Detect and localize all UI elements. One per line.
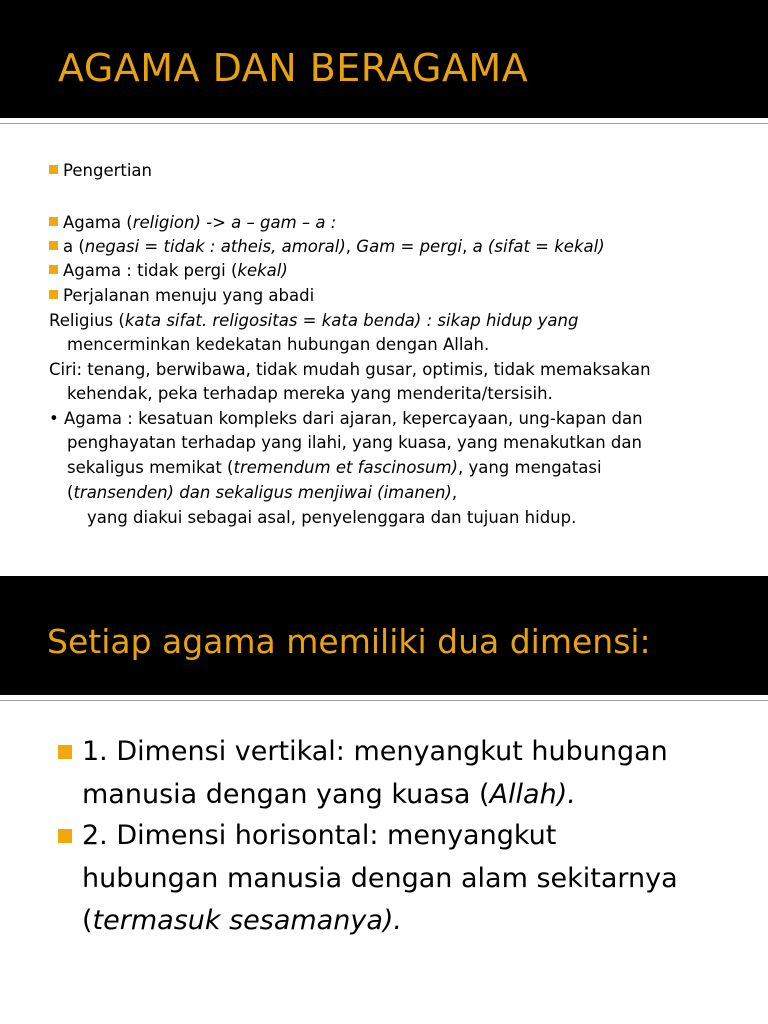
list-item: 2. Dimensi horisontal: menyangkut (82, 820, 557, 851)
text-line: Religius (kata sifat. religositas = kata benda) : sikap hidup yang (49, 311, 579, 330)
text-line: mencerminkan kedekatan hubungan dengan Allah. (67, 335, 490, 354)
list-item: Agama (religion) -> a – gam – a : (49, 213, 336, 232)
list-item-continuation: (termasuk sesamanya). (82, 905, 402, 936)
square-bullet-icon (49, 265, 58, 274)
square-bullet-icon (49, 217, 58, 226)
list-item: Agama : tidak pergi (kekal) (49, 261, 288, 280)
list-item: Perjalanan menuju yang abadi (49, 286, 314, 305)
list-item: a (negasi = tidak : atheis, amoral), Gam = pergi, a (sifat = kekal) (49, 237, 605, 256)
text-line: • Agama : kesatuan kompleks dari ajaran, kepercayaan, ung-kapan dan (49, 409, 643, 428)
list-item: 1. Dimensi vertikal: menyangkut hubungan (82, 736, 668, 767)
text-line: Ciri: tenang, berwibawa, tidak mudah gusar, optimis, tidak memaksakan (49, 360, 651, 379)
square-bullet-icon (58, 829, 72, 843)
text-line: kehendak, peka terhadap mereka yang menderita/tersisih. (67, 384, 553, 403)
text-line: yang diakui sebagai asal, penyelenggara dan tujuan hidup. (87, 508, 577, 527)
text-line: (transenden) dan sekaligus menjiwai (imanen), (67, 483, 458, 502)
square-bullet-icon (49, 165, 58, 174)
list-item-continuation: manusia dengan yang kuasa (Allah). (82, 779, 576, 810)
list-item-continuation: hubungan manusia dengan alam sekitarnya (82, 863, 678, 894)
list-item: Pengertian (49, 161, 152, 180)
text-line: penghayatan terhadap yang ilahi, yang kuasa, yang menakutkan dan (67, 433, 642, 452)
text-line: sekaligus memikat (tremendum et fascinosum), yang mengatasi (67, 458, 602, 477)
slide-title: Setiap agama memiliki dua dimensi: (47, 622, 651, 661)
slide-title: AGAMA DAN BERAGAMA (58, 46, 529, 90)
slide-2 (0, 576, 768, 1024)
square-bullet-icon (58, 745, 72, 759)
title-bar (0, 576, 768, 695)
square-bullet-icon (49, 241, 58, 250)
title-bar (0, 0, 768, 118)
divider (0, 700, 768, 701)
square-bullet-icon (49, 290, 58, 299)
divider (0, 123, 768, 124)
